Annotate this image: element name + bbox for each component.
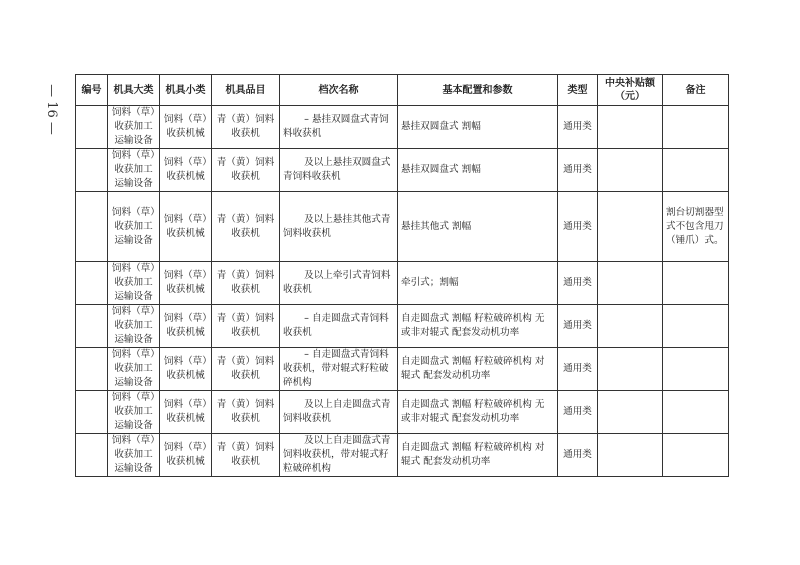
header-minor-category: 机具小类: [160, 75, 212, 106]
subsidy-table: [75, 74, 729, 477]
cell-item: 青（黄）饲料收获机: [212, 434, 280, 477]
cell-config: 自走圆盘式 割幅 籽粒破碎机构 无或非对辊式 配套发动机功率: [398, 391, 558, 434]
cell-subsidy: [598, 192, 663, 262]
cell-config: 悬挂双圆盘式 割幅: [398, 149, 558, 192]
header-type: 类型: [558, 75, 598, 106]
cell-number: [76, 391, 108, 434]
table-row: [76, 262, 729, 305]
cell-number: [76, 106, 108, 149]
cell-type: 通用类: [558, 149, 598, 192]
cell-note: [663, 391, 729, 434]
cell-type: 通用类: [558, 434, 598, 477]
cell-subsidy: [598, 149, 663, 192]
cell-major-category: 饲料（草）收获加工运输设备: [108, 149, 160, 192]
table-row: [76, 348, 729, 391]
cell-major-category: 饲料（草）收获加工运输设备: [108, 106, 160, 149]
cell-config: 悬挂其他式 割幅: [398, 192, 558, 262]
cell-note: [663, 149, 729, 192]
cell-item: 青（黄）饲料收获机: [212, 106, 280, 149]
cell-grade-name: 及以上自走圆盘式青饲料收获机，带对辊式籽粒破碎机构: [280, 434, 398, 477]
cell-type: 通用类: [558, 192, 598, 262]
cell-grade-name: 及以上悬挂双圆盘式青饲料收获机: [280, 149, 398, 192]
cell-subsidy: [598, 391, 663, 434]
cell-item: 青（黄）饲料收获机: [212, 262, 280, 305]
header-grade-name: 档次名称: [280, 75, 398, 106]
cell-note: [663, 106, 729, 149]
cell-type: 通用类: [558, 305, 598, 348]
table-row: [76, 192, 729, 262]
cell-item: 青（黄）饲料收获机: [212, 192, 280, 262]
cell-note: [663, 434, 729, 477]
cell-minor-category: 饲料（草）收获机械: [160, 348, 212, 391]
header-major-category: 机具大类: [108, 75, 160, 106]
header-row: [76, 75, 729, 106]
cell-type: 通用类: [558, 348, 598, 391]
cell-minor-category: 饲料（草）收获机械: [160, 149, 212, 192]
cell-grade-name: – 自走圆盘式青饲料收获机，带对辊式籽粒破碎机构: [280, 348, 398, 391]
table-row: [76, 149, 729, 192]
cell-grade-name: 及以上自走圆盘式青饲料收获机: [280, 391, 398, 434]
cell-note: 割台切割器型式不包含甩刀（锤爪）式。: [663, 192, 729, 262]
cell-major-category: 饲料（草）收获加工运输设备: [108, 391, 160, 434]
table-row: [76, 305, 729, 348]
table-row: [76, 106, 729, 149]
header-config: 基本配置和参数: [398, 75, 558, 106]
cell-config: 悬挂双圆盘式 割幅: [398, 106, 558, 149]
cell-config: 自走圆盘式 割幅 籽粒破碎机构 对辊式 配套发动机功率: [398, 348, 558, 391]
table-row: [76, 434, 729, 477]
cell-item: 青（黄）饲料收获机: [212, 149, 280, 192]
cell-grade-name: 及以上牵引式青饲料收获机: [280, 262, 398, 305]
cell-number: [76, 348, 108, 391]
cell-item: 青（黄）饲料收获机: [212, 348, 280, 391]
cell-type: 通用类: [558, 106, 598, 149]
cell-major-category: 饲料（草）收获加工运输设备: [108, 434, 160, 477]
cell-minor-category: 饲料（草）收获机械: [160, 262, 212, 305]
cell-minor-category: 饲料（草）收获机械: [160, 192, 212, 262]
cell-number: [76, 434, 108, 477]
header-subsidy: 中央补贴额（元）: [598, 75, 663, 106]
cell-note: [663, 305, 729, 348]
table-row: [76, 391, 729, 434]
cell-subsidy: [598, 305, 663, 348]
cell-config: 自走圆盘式 割幅 籽粒破碎机构 对辊式 配套发动机功率: [398, 434, 558, 477]
cell-number: [76, 262, 108, 305]
cell-major-category: 饲料（草）收获加工运输设备: [108, 305, 160, 348]
header-note: 备注: [663, 75, 729, 106]
cell-grade-name: – 悬挂双圆盘式青饲料收获机: [280, 106, 398, 149]
cell-config: 牵引式；割幅: [398, 262, 558, 305]
cell-number: [76, 305, 108, 348]
cell-config: 自走圆盘式 割幅 籽粒破碎机构 无或非对辊式 配套发动机功率: [398, 305, 558, 348]
cell-subsidy: [598, 262, 663, 305]
cell-grade-name: – 自走圆盘式青饲料收获机: [280, 305, 398, 348]
cell-major-category: 饲料（草）收获加工运输设备: [108, 262, 160, 305]
cell-number: [76, 192, 108, 262]
cell-minor-category: 饲料（草）收获机械: [160, 106, 212, 149]
cell-minor-category: 饲料（草）收获机械: [160, 391, 212, 434]
header-number: 编号: [76, 75, 108, 106]
cell-type: 通用类: [558, 391, 598, 434]
cell-note: [663, 348, 729, 391]
cell-item: 青（黄）饲料收获机: [212, 391, 280, 434]
cell-subsidy: [598, 434, 663, 477]
cell-subsidy: [598, 106, 663, 149]
cell-minor-category: 饲料（草）收获机械: [160, 434, 212, 477]
page-number: — 16 —: [43, 83, 59, 135]
cell-grade-name: 及以上悬挂其他式青饲料收获机: [280, 192, 398, 262]
cell-note: [663, 262, 729, 305]
header-item: 机具品目: [212, 75, 280, 106]
cell-type: 通用类: [558, 262, 598, 305]
cell-major-category: 饲料（草）收获加工运输设备: [108, 192, 160, 262]
cell-minor-category: 饲料（草）收获机械: [160, 305, 212, 348]
cell-major-category: 饲料（草）收获加工运输设备: [108, 348, 160, 391]
cell-item: 青（黄）饲料收获机: [212, 305, 280, 348]
cell-subsidy: [598, 348, 663, 391]
cell-number: [76, 149, 108, 192]
